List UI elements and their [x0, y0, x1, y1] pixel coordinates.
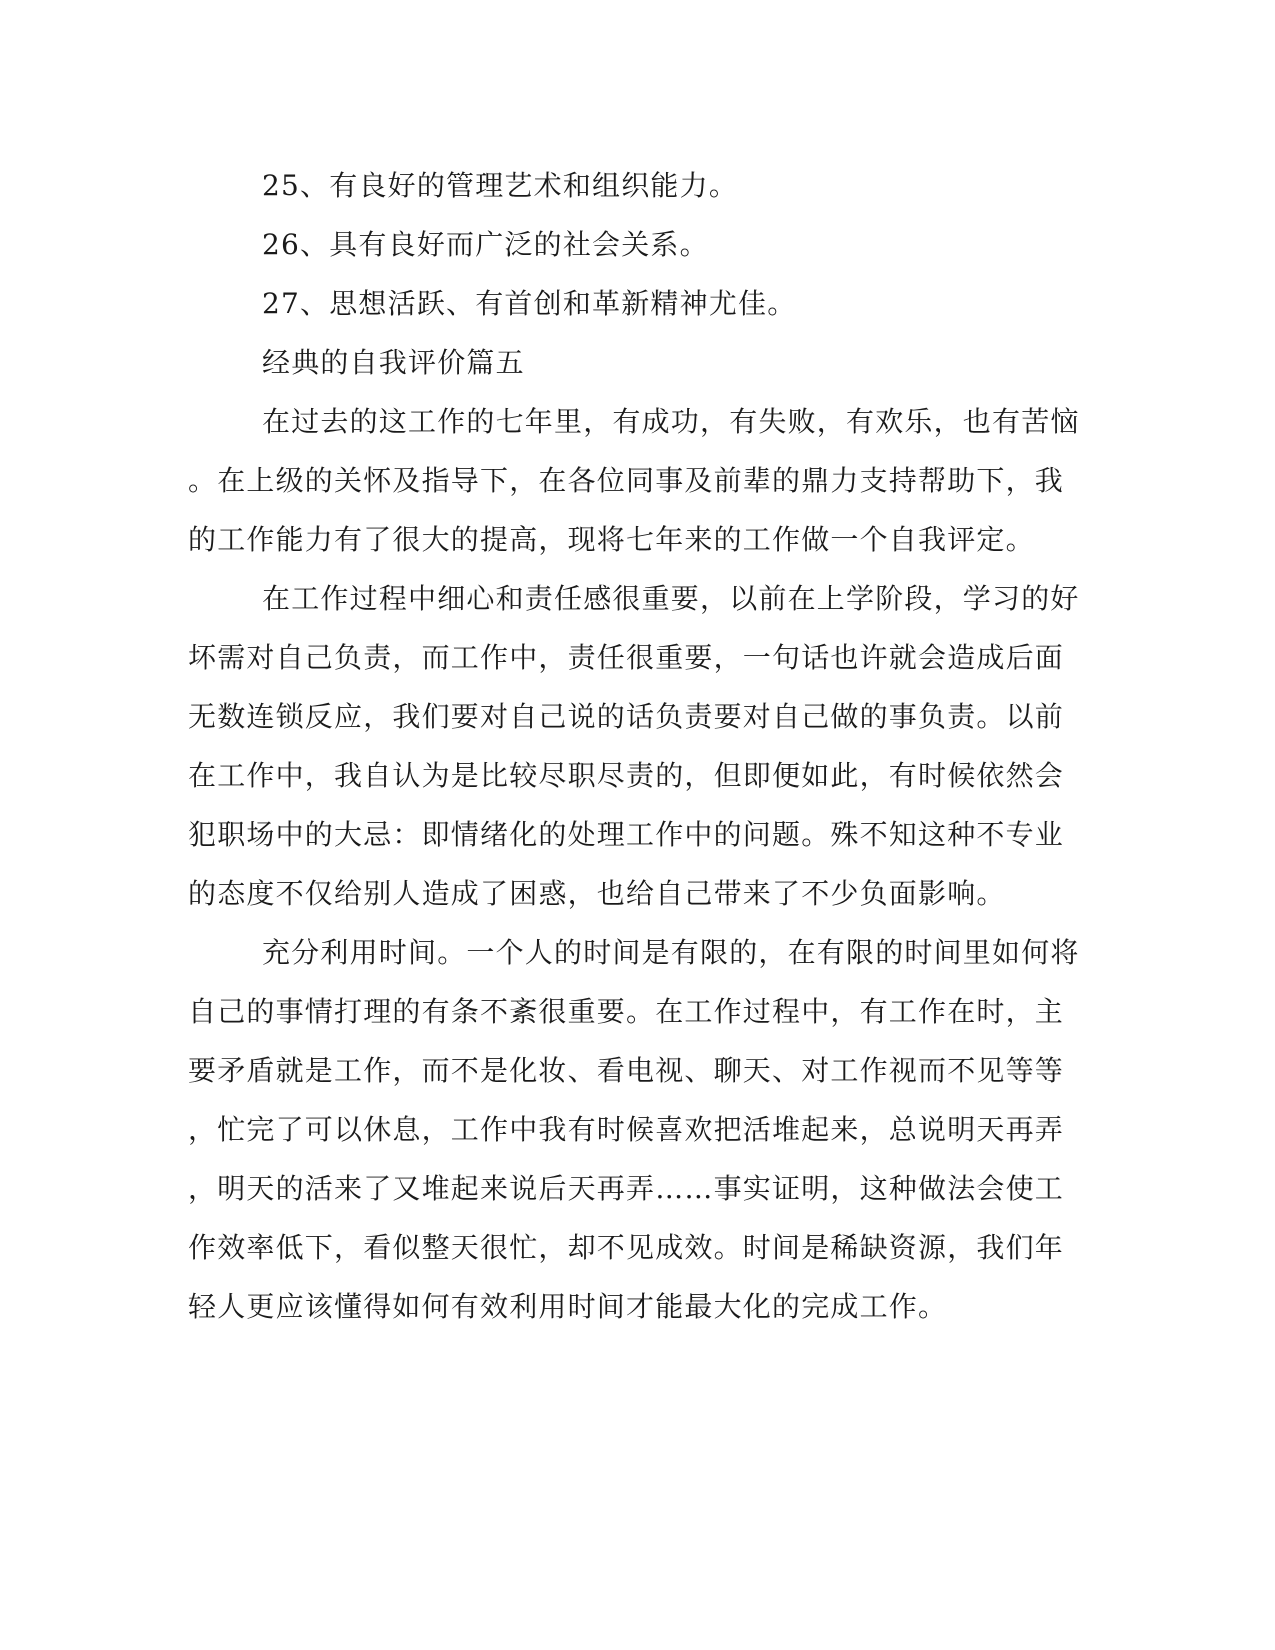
paragraph-line: 无数连锁反应，我们要对自己说的话负责要对自己做的事负责。以前 — [188, 700, 1065, 733]
paragraph-line: 的态度不仅给别人造成了困惑，也给自己带来了不少负面影响。 — [188, 877, 1006, 910]
section-heading: 经典的自我评价篇五 — [262, 346, 525, 379]
paragraph-line: ，忙完了可以休息，工作中我有时候喜欢把活堆起来，总说明天再弄 — [188, 1113, 1065, 1146]
list-item-25: 25、有良好的管理艺术和组织能力。 — [262, 169, 739, 202]
paragraph-line: 作效率低下，看似整天很忙，却不见成效。时间是稀缺资源，我们年 — [188, 1231, 1065, 1264]
paragraph-line: 在过去的这工作的七年里，有成功，有失败，有欢乐，也有苦恼 — [262, 405, 1080, 438]
paragraph-line: 犯职场中的大忌：即情绪化的处理工作中的问题。殊不知这种不专业 — [188, 818, 1065, 851]
paragraph-line: 轻人更应该懂得如何有效利用时间才能最大化的完成工作。 — [188, 1290, 948, 1323]
paragraph-line: 在工作中，我自认为是比较尽职尽责的，但即便如此，有时候依然会 — [188, 759, 1065, 792]
paragraph-line: 坏需对自己负责，而工作中，责任很重要，一句话也许就会造成后面 — [188, 641, 1065, 674]
paragraph-line: ，明天的活来了又堆起来说后天再弄……事实证明，这种做法会使工 — [188, 1172, 1065, 1205]
paragraph-line: 充分利用时间。一个人的时间是有限的，在有限的时间里如何将 — [262, 936, 1080, 969]
paragraph-line: 的工作能力有了很大的提高，现将七年来的工作做一个自我评定。 — [188, 523, 1035, 556]
paragraph-line: 要矛盾就是工作，而不是化妆、看电视、聊天、对工作视而不见等等 — [188, 1054, 1065, 1087]
paragraph-line: 在工作过程中细心和责任感很重要，以前在上学阶段，学习的好 — [262, 582, 1080, 615]
list-item-27: 27、思想活跃、有首创和革新精神尤佳。 — [262, 287, 797, 320]
list-item-26: 26、具有良好而广泛的社会关系。 — [262, 228, 709, 261]
paragraph-line: 。在上级的关怀及指导下，在各位同事及前辈的鼎力支持帮助下，我 — [188, 464, 1065, 497]
paragraph-line: 自己的事情打理的有条不紊很重要。在工作过程中，有工作在时，主 — [188, 995, 1065, 1028]
